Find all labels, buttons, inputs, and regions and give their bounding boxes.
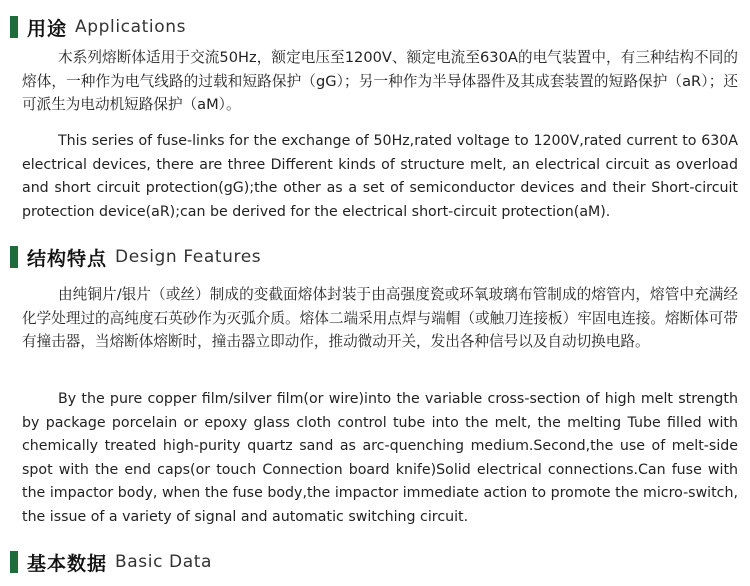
applications-paragraph-en: This series of fuse-links for the exchange of 50Hz,rated voltage to 1200V,rated current to 630A electrical devices, there are three Different kinds of structure melt, an electrical circuit as overload and short circuit protection(gG);the other as a set of semiconductor devices and their Short-circuit protection device(aR);can be derived for the electrical short-circuit protection(aM). [22,133,738,220]
section-marker-bar [10,16,18,38]
section-title-cn: 结构特点 [27,247,108,270]
section-title-en: Applications [75,17,187,37]
section-title-en: Basic Data [115,552,213,572]
section-heading-basic-data [10,549,212,575]
section-title-cn: 基本数据 [27,552,108,575]
section-marker-bar [10,246,18,268]
section-heading-design-features [10,244,261,270]
section-heading-applications [10,14,186,40]
design-features-paragraph-en: By the pure copper film/silver film(or wire)into the variable cross-section of high melt strength by package porcelain or epoxy glass cloth control tube into the melt, the melting Tube filled with chemically treated high-purity quartz sand as arc-quenching medium.Second,the use of melt-side spot with the end caps(or touch Connection board knife)Solid electrical connections.Can fuse with the impactor body, when the fuse body,the impactor immediate action to promote the micro-switch, the issue of a variety of signal and automatic switching circuit. [22,391,738,525]
applications-paragraph-cn: 木系列熔断体适用于交流50Hz，额定电压至1200V、额定电流至630A的电气装置中，有三种结构不同的熔体，一种作为电气线路的过载和短路保护（gG）；另一种作为半导体器件及其成套装置的短路保护（aR）；还可派生为电动机短路保护（aM）。 [22,49,738,113]
section-marker-bar [10,551,18,573]
section-title-cn: 用途 [27,17,68,40]
design-features-paragraph-cn: 由纯铜片/银片（或丝）制成的变截面熔体封装于由高强度瓷或环氧玻璃布管制成的熔管内，熔管中充满经化学处理过的高纯度石英砂作为灭弧介质。熔体二端采用点焊与端帽（或触刀连接板）牢固电连接。熔断体可带有撞击器，当熔断体熔断时，撞击器立即动作，推动微动开关，发出各种信号以及自动切换电路。 [22,286,738,350]
section-title-en: Design Features [115,247,262,267]
